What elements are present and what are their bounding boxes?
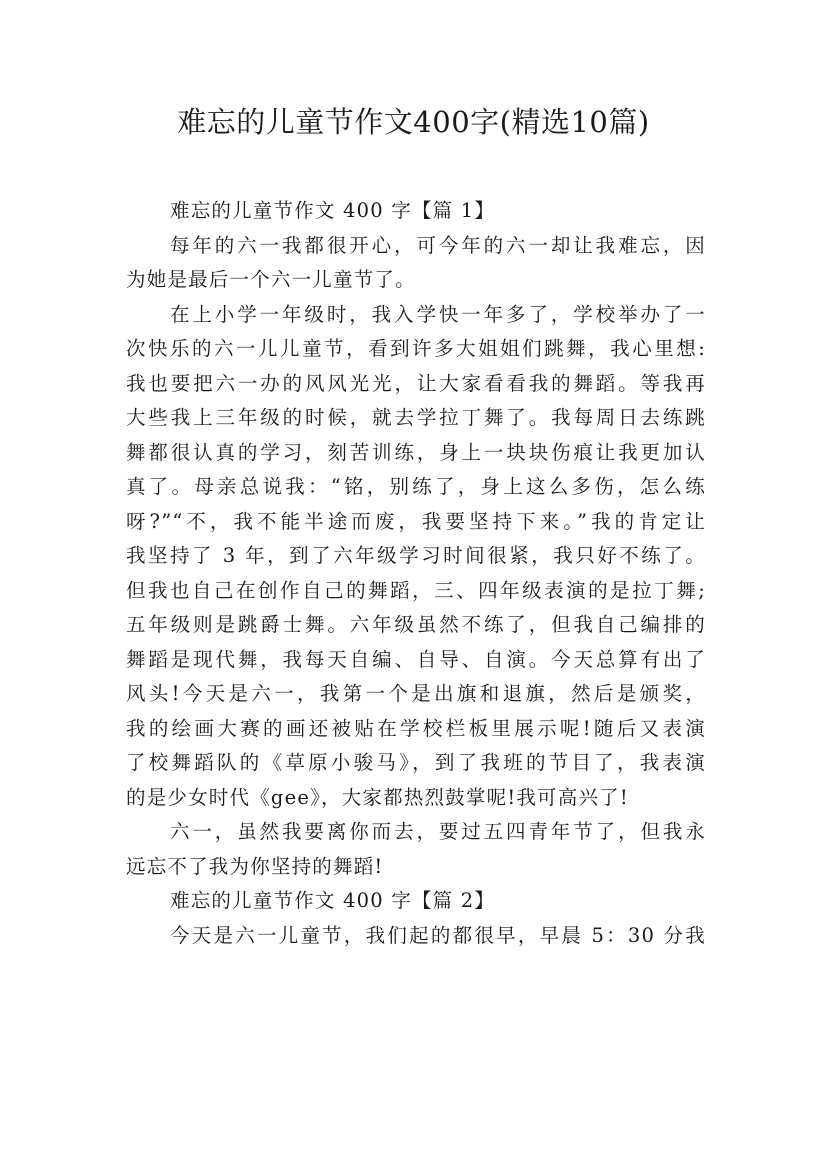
- text-line: 远忘不了我为你坚持的舞蹈!: [126, 854, 384, 878]
- text-line: 五年级则是跳爵士舞。六年级虽然不练了，但我自己编排的: [126, 613, 706, 636]
- text-line: 真了。母亲总说我：“铭，别练了，身上这么多伤，怎么练: [126, 475, 706, 498]
- text-line: 次快乐的六一儿儿童节，看到许多大姐姐们跳舞，我心里想:: [126, 337, 706, 360]
- text-line: 但我也自己在创作自己的舞蹈，三、四年级表演的是拉丁舞;: [126, 578, 706, 602]
- document-title: 难忘的儿童节作文400字(精选10篇): [177, 105, 650, 139]
- text-line: 为她是最后一个六一儿童节了。: [126, 268, 416, 291]
- text-line: 我的绘画大赛的画还被贴在学校栏板里展示呢!随后又表演: [126, 716, 706, 740]
- text-line: 了校舞蹈队的《草原小骏马》，到了我班的节目了，我表演: [126, 751, 706, 774]
- text-line: 舞都很认真的学习，刻苦训练，身上一块块伤痕让我更加认: [126, 440, 706, 464]
- text-line: 大些我上三年级的时候，就去学拉丁舞了。我每周日去练跳: [126, 406, 706, 429]
- text-line: 舞蹈是现代舞，我每天自编、自导、自演。今天总算有出了: [126, 647, 706, 671]
- text-line: 难忘的儿童节作文 400 字【篇 2】: [170, 889, 496, 912]
- text-line: 难忘的儿童节作文 400 字【篇 1】: [170, 199, 496, 222]
- document-body: [126, 194, 706, 953]
- text-line: 我坚持了 3 年，到了六年级学习时间很紧，我只好不练了。: [126, 544, 706, 567]
- text-line: 在上小学一年级时，我入学快一年多了，学校举办了一: [170, 302, 706, 326]
- text-line: 我也要把六一办的风风光光，让大家看看我的舞蹈。等我再: [126, 371, 706, 395]
- text-line: 今天是六一儿童节，我们起的都很早，早晨 5：30 分我: [170, 923, 706, 947]
- text-line: 呀?”“不，我不能半途而废，我要坚持下来。”我的肯定让: [126, 509, 706, 533]
- text-line: 每年的六一我都很开心，可今年的六一却让我难忘，因: [170, 233, 706, 257]
- text-line: 六一，虽然我要离你而去，要过五四青年节了，但我永: [170, 820, 706, 843]
- text-line: 风头!今天是六一，我第一个是出旗和退旗，然后是颁奖，: [126, 682, 706, 705]
- text-line: 的是少女时代《gee》，大家都热烈鼓掌呢!我可高兴了!: [126, 785, 629, 809]
